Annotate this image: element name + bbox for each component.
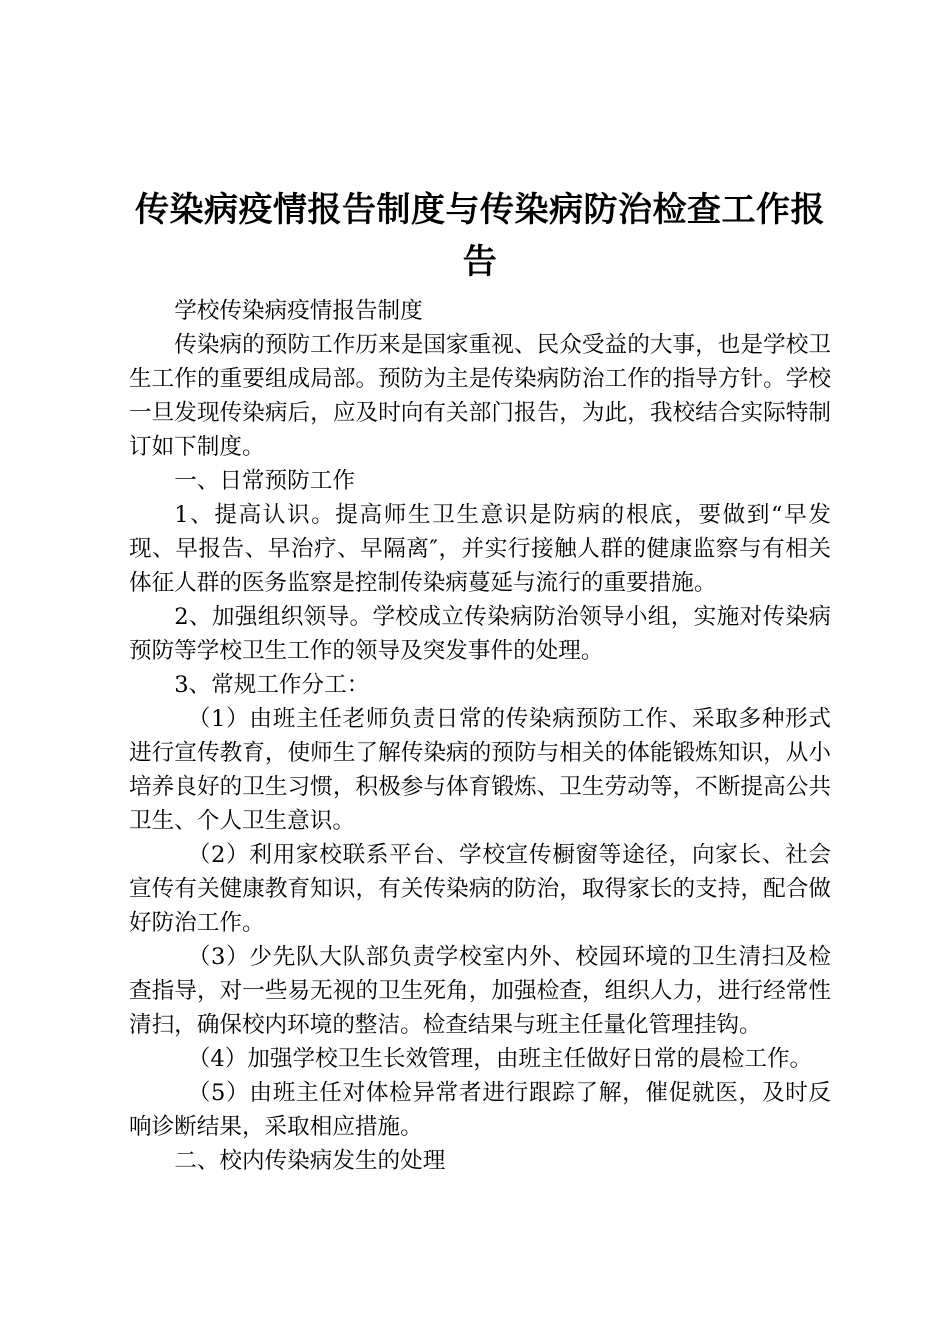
body-paragraph: 2、加强组织领导。学校成立传染病防治领导小组，实施对传染病预防等学校卫生工作的领导及突发事件的处理。 <box>129 604 831 664</box>
body-paragraph: 1、提高认识。提高师生卫生意识是防病的根底，要做到“早发现、早报告、早治疗、早隔离″，并实行接触人群的健康监察与有相关体征人群的医务监察是控制传染病蔓延与流行的重要措施。 <box>129 502 831 596</box>
section-heading: 学校传染病疫情报告制度 <box>174 298 423 324</box>
body-paragraph: （4）加强学校卫生长效管理，由班主任做好日常的晨检工作。 <box>187 1046 813 1072</box>
document-title: 传染病疫情报告制度与传染病防治检查工作报告 <box>135 190 825 282</box>
section-heading: 一、日常预防工作 <box>174 468 355 494</box>
document-body <box>129 294 831 1178</box>
section-heading: 二、校内传染病发生的处理 <box>174 1148 446 1174</box>
body-paragraph: 3、常规工作分工： <box>174 672 370 698</box>
body-paragraph: （1）由班主任老师负责日常的传染病预防工作、采取多种形式进行宣传教育，使师生了解传染病的预防与相关的体能锻炼知识，从小培养良好的卫生习惯，积极参与体育锻炼、卫生劳动等，不断提高公共卫生、个人卫生意识。 <box>129 706 831 834</box>
body-paragraph: 传染病的预防工作历来是国家重视、民众受益的大事，也是学校卫生工作的重要组成局部。预防为主是传染病防治工作的指导方针。学校一旦发现传染病后，应及时向有关部门报告，为此，我校结合实际特制订如下制度。 <box>129 332 831 460</box>
body-paragraph: （3）少先队大队部负责学校室内外、校园环境的卫生清扫及检查指导，对一些易无视的卫生死角，加强检查，组织人力，进行经常性清扫，确保校内环境的整洁。检查结果与班主任量化管理挂钩。 <box>129 944 831 1038</box>
body-paragraph: （5）由班主任对体检异常者进行跟踪了解，催促就医，及时反响诊断结果，采取相应措施。 <box>129 1080 831 1140</box>
body-paragraph: （2）利用家校联系平台、学校宣传橱窗等途径，向家长、社会宣传有关健康教育知识，有关传染病的防治，取得家长的支持，配合做好防治工作。 <box>129 842 831 936</box>
